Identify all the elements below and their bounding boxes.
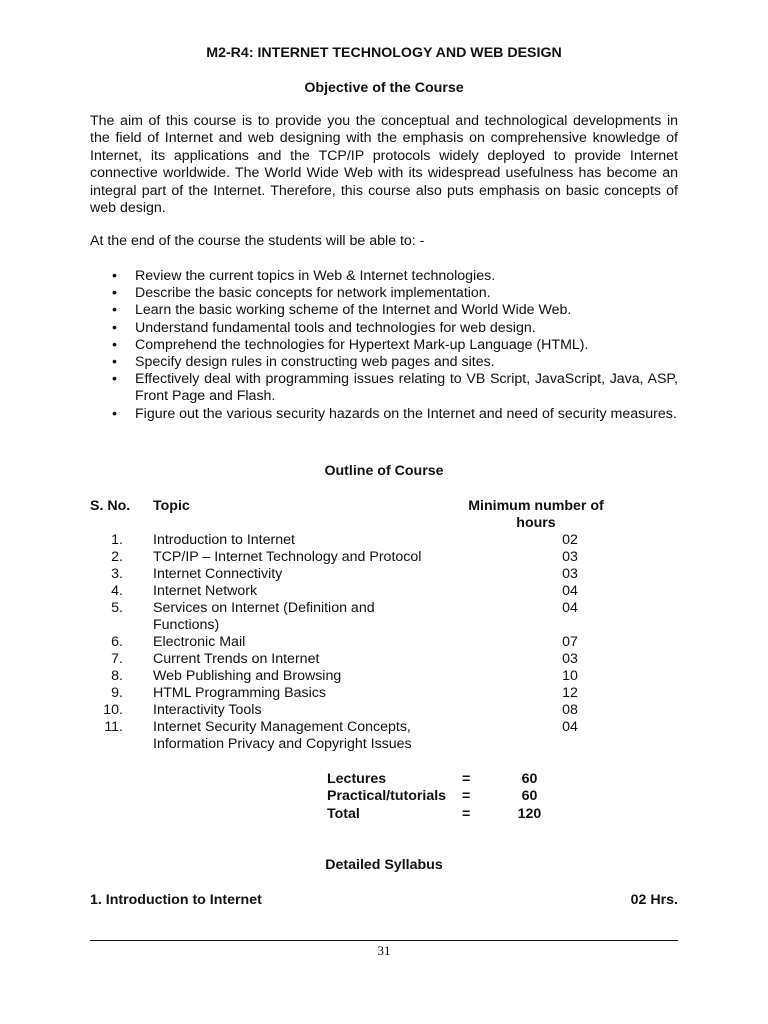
- totals-row: Practical/tutorials = 60: [327, 788, 538, 805]
- page-number: 31: [377, 943, 391, 958]
- objective-bullet-list: [90, 268, 678, 423]
- objective-paragraph: The aim of this course is to provide you the conceptual and technological developments in the field of Internet and web designing with the emphasis on comprehensive knowledge of Internet, its applications and the TCP/IP protocols widely deployed to provide Internet connective worldwide. The World Wide Web with its widespread usefulness has become an integral part of the Internet. Therefore, this course also puts emphasis on basic concepts of web design.: [90, 113, 678, 217]
- list-item: • Figure out the various security hazards on the Internet and need of security measures.: [112, 405, 677, 422]
- list-item: • Specify design rules in constructing web pages and sites.: [112, 354, 495, 371]
- objective-heading: Objective of the Course: [304, 80, 464, 96]
- bullet-icon: •: [112, 354, 117, 371]
- list-item: • Describe the basic concepts for network implementation.: [112, 285, 491, 302]
- bullet-icon: •: [112, 268, 117, 284]
- bullet-icon: •: [112, 336, 117, 353]
- list-item: • Review the current topics in Web & Internet technologies.: [112, 268, 496, 284]
- totals-row: Lectures = 60: [327, 771, 538, 787]
- footer-divider: [90, 940, 678, 941]
- table-row: 4. Internet Network 04: [111, 583, 578, 599]
- objective-end-intro: At the end of the course the students will be able to: -: [90, 233, 425, 249]
- bullet-icon: •: [112, 319, 117, 336]
- outline-heading: Outline of Course: [324, 463, 444, 479]
- table-row: 7. Current Trends on Internet 03: [111, 651, 578, 667]
- totals-row: Total = 120: [327, 805, 542, 822]
- table-row: 2. TCP/IP – Internet Technology and Protocol 03: [111, 549, 578, 565]
- list-item: • Effectively deal with programming issues relating to VB Script, JavaScript, Java, ASP, Front Page and Flash.: [112, 371, 678, 405]
- table-row: 1. Introduction to Internet 02: [111, 532, 578, 548]
- outline-table: [90, 532, 650, 753]
- bullet-icon: •: [112, 371, 117, 388]
- section-heading: 1. Introduction to Internet: [90, 892, 262, 908]
- table-row: 5. Services on Internet (Definition and Functions) 04: [111, 600, 578, 633]
- section-hours: 02 Hrs.: [630, 892, 678, 908]
- syllabus-heading: Detailed Syllabus: [325, 857, 443, 873]
- list-item: • Learn the basic working scheme of the Internet and World Wide Web.: [112, 302, 572, 319]
- list-item: • Understand fundamental tools and technologies for web design.: [112, 319, 536, 336]
- bullet-icon: •: [112, 405, 117, 422]
- table-row: 11. Internet Security Management Concepts, Information Privacy and Copyright Issues 04: [104, 719, 578, 752]
- hours-totals: [327, 771, 557, 823]
- bullet-icon: •: [112, 285, 117, 302]
- column-header-sno: S. No.: [90, 498, 131, 514]
- table-row: 6. Electronic Mail 07: [111, 634, 578, 650]
- column-header-hours: Minimum number of hours: [468, 498, 604, 532]
- table-row: 8. Web Publishing and Browsing 10: [111, 668, 578, 684]
- column-header-topic: Topic: [153, 498, 190, 514]
- table-row: 3. Internet Connectivity 03: [111, 566, 578, 582]
- document-title: M2-R4: INTERNET TECHNOLOGY AND WEB DESIGN: [206, 45, 562, 61]
- bullet-icon: •: [112, 302, 117, 319]
- table-row: 10. Interactivity Tools 08: [103, 702, 578, 718]
- table-row: 9. HTML Programming Basics 12: [111, 685, 578, 701]
- list-item: • Comprehend the technologies for Hypertext Mark-up Language (HTML).: [112, 336, 589, 353]
